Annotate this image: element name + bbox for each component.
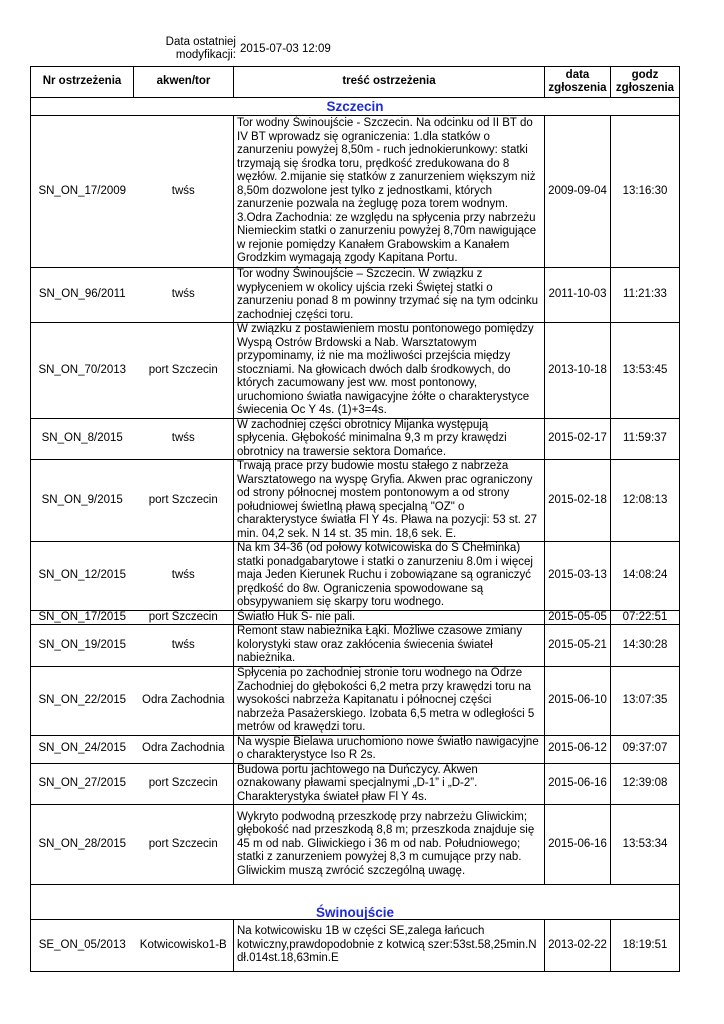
cell-akwen: port Szczecin [134,460,234,542]
table-row [31,610,680,625]
cell-tresc: Budowa portu jachtowego na Duńczycy. Akwen oznakowany pławami specjalnymi „D-1” i „D-2”. Charakterystyka świateł pław Fl Y 4s. [234,763,545,805]
cell-akwen: port Szczecin [134,763,234,805]
table-row [31,268,680,323]
table-row [31,418,680,460]
header-godz: godz zgłoszenia [611,67,680,98]
section-row [31,98,680,116]
cell-nr: SN_ON_19/2015 [31,625,134,667]
cell-godz: 11:21:33 [611,268,680,323]
cell-tresc: Na kotwicowisku 1B w części SE,zalega łańcuch kotwiczny,prawdopodobnie z kotwicą szer:53st.58,25min.N dł.014st.18,63min.E [234,920,545,972]
cell-godz: 11:59:37 [611,418,680,460]
warnings-table [30,66,680,972]
table-header-row [31,67,680,98]
cell-data: 2015-06-12 [545,735,611,763]
cell-akwen: twśs [134,116,234,268]
section-title: Świnoujście [31,885,680,920]
modification-info [0,0,724,70]
cell-akwen: twśs [134,418,234,460]
table-row [31,116,680,268]
table-row [31,805,680,885]
cell-tresc: Trwają prace przy budowie mostu stałego z nabrzeża Warsztatowego na wyspę Gryfia. Akwen prac ograniczony od strony północnej mostem pontonowym a od strony południowej świetlną pławą specjalną "OZ" o charakterystyce światła Fl Y 4s. Pława na pozycji: 53 st. 27 min. 04,2 sek. N 14 st. 35 min. 18,6 sek. E. [234,460,545,542]
cell-akwen: port Szczecin [134,610,234,625]
cell-tresc: W zachodniej części obrotnicy Mijanka występują spłycenia. Głębokość minimalna 9,3 m przy krawędzi obrotnicy na trawersie sektora Domańce. [234,418,545,460]
cell-tresc: Światło Huk S- nie pali. [234,610,545,625]
cell-akwen: Odra Zachodnia [134,735,234,763]
cell-nr: SN_ON_17/2015 [31,610,134,625]
cell-data: 2015-06-16 [545,805,611,885]
cell-nr: SN_ON_27/2015 [31,763,134,805]
header-akwen: akwen/tor [134,67,234,98]
cell-tresc: Na wyspie Bielawa uruchomiono nowe światło nawigacyjne o charakterystyce Iso R 2s. [234,735,545,763]
cell-data: 2015-03-13 [545,542,611,611]
cell-tresc: W związku z postawieniem mostu pontonowego pomiędzy Wyspą Ostrów Brdowski a Nab. Warsztatowym przypominamy, iż nie ma możliwości przejścia między stoczniami. Na głowicach dwóch dalb środkowych, do których zacumowany jest ww. most pontonowy, uruchomiono światła nawigacyjne żółte o charakterystyce świecenia Oc Y 4s. (1)+3=4s. [234,323,545,419]
cell-tresc: Wykryto podwodną przeszkodę przy nabrzeżu Gliwickim; głębokość nad przeszkodą 8,8 m; przeszkoda znajduje się 45 m od nab. Gliwickiego i 36 m od nab. Południowego; statki z zanurzeniem powyżej 8,3 m cumujące przy nab. Gliwickim muszą zwrócić szczególną uwagę. [234,805,545,885]
cell-nr: SN_ON_28/2015 [31,805,134,885]
cell-godz: 07:22:51 [611,610,680,625]
cell-godz: 13:16:30 [611,116,680,268]
table-row [31,542,680,611]
cell-godz: 12:39:08 [611,763,680,805]
cell-data: 2015-02-17 [545,418,611,460]
cell-godz: 09:37:07 [611,735,680,763]
cell-data: 2009-09-04 [545,116,611,268]
cell-akwen: Kotwicowisko1-B [134,920,234,972]
cell-godz: 14:30:28 [611,625,680,667]
cell-tresc: Remont staw nabieżnika Łąki. Możliwe czasowe zmiany kolorystyki staw oraz zakłócenia świecenia świateł nabieżnika. [234,625,545,667]
header-nr: Nr ostrzeżenia [31,67,134,98]
cell-nr: SN_ON_17/2009 [31,116,134,268]
cell-tresc: Spłycenia po zachodniej stronie toru wodnego na Odrze Zachodniej do głębokości 6,2 metra przy krawędzi toru na wysokości nabrzeża Kapitanatu i północnej części nabrzeża Pasażerskiego. Izobata 6,5 metra w odległości 5 metrów od krawędzi toru. [234,667,545,736]
cell-akwen: twśs [134,542,234,611]
cell-tresc: Tor wodny Świnoujście – Szczecin. W związku z wypłyceniem w okolicy ujścia rzeki Świętej statki o zanurzeniu ponad 8 m powinny trzymać się na tym odcinku zachodniej części toru. [234,268,545,323]
cell-godz: 12:08:13 [611,460,680,542]
cell-godz: 13:53:34 [611,805,680,885]
header-data: data zgłoszenia [545,67,611,98]
header-tresc: treść ostrzeżenia [234,67,545,98]
cell-data: 2015-05-21 [545,625,611,667]
table-row [31,323,680,419]
cell-data: 2015-05-05 [545,610,611,625]
cell-nr: SN_ON_12/2015 [31,542,134,611]
cell-nr: SN_ON_8/2015 [31,418,134,460]
modification-label: Data ostatniej modyfikacji: [165,36,236,61]
cell-akwen: port Szczecin [134,805,234,885]
table-row [31,460,680,542]
cell-nr: SE_ON_05/2013 [31,920,134,972]
cell-nr: SN_ON_9/2015 [31,460,134,542]
cell-nr: SN_ON_70/2013 [31,323,134,419]
table-row [31,920,680,972]
cell-tresc: Tor wodny Świnoujście - Szczecin. Na odcinku od II BT do IV BT wprowadz się ograniczenia: 1.dla statków o zanurzeniu powyżej 8,50m - ruch jednokierunkowy: statki trzymają się środka toru, prędkość zredukowana do 8 węzłów. 2.mijanie się statków z zanurzeniem większym niż 8,50m dozwolone jest tylko z jednostkami, których zanurzenie pozwala na żeglugę poza torem wodnym. 3.Odra Zachodnia: ze względu na spłycenia przy nabrzeżu Niemieckim statki o zanurzeniu powyżej 8,70m nawigujące w rejonie pomiędzy Kanałem Grabowskim a Kanałem Grodzkim wymagają zgody Kapitana Portu. [234,116,545,268]
cell-nr: SN_ON_24/2015 [31,735,134,763]
cell-akwen: port Szczecin [134,323,234,419]
table-row [31,667,680,736]
cell-data: 2015-06-16 [545,763,611,805]
cell-data: 2015-06-10 [545,667,611,736]
cell-godz: 18:19:51 [611,920,680,972]
cell-data: 2013-10-18 [545,323,611,419]
cell-godz: 13:53:45 [611,323,680,419]
table-row [31,763,680,805]
cell-nr: SN_ON_96/2011 [31,268,134,323]
cell-godz: 14:08:24 [611,542,680,611]
cell-tresc: Na km 34-36 (od połowy kotwicowiska do S Chełminka) statki ponadgabarytowe i statki o zanurzeniu 8.0m i więcej maja Jeden Kierunek Ruchu i zobowiązane są ograniczyć prędkość do 8w. Ograniczenia spowodowane są obsypywaniem się skarpy toru wodnego. [234,542,545,611]
cell-data: 2013-02-22 [545,920,611,972]
section-row [31,885,680,920]
cell-godz: 13:07:35 [611,667,680,736]
cell-nr: SN_ON_22/2015 [31,667,134,736]
cell-akwen: twśs [134,625,234,667]
cell-data: 2011-10-03 [545,268,611,323]
section-title: Szczecin [31,98,680,116]
modification-date: 2015-07-03 12:09 [240,43,331,55]
table-row [31,625,680,667]
table-body [31,98,680,972]
cell-data: 2015-02-18 [545,460,611,542]
cell-akwen: Odra Zachodnia [134,667,234,736]
table-row [31,735,680,763]
cell-akwen: twśs [134,268,234,323]
